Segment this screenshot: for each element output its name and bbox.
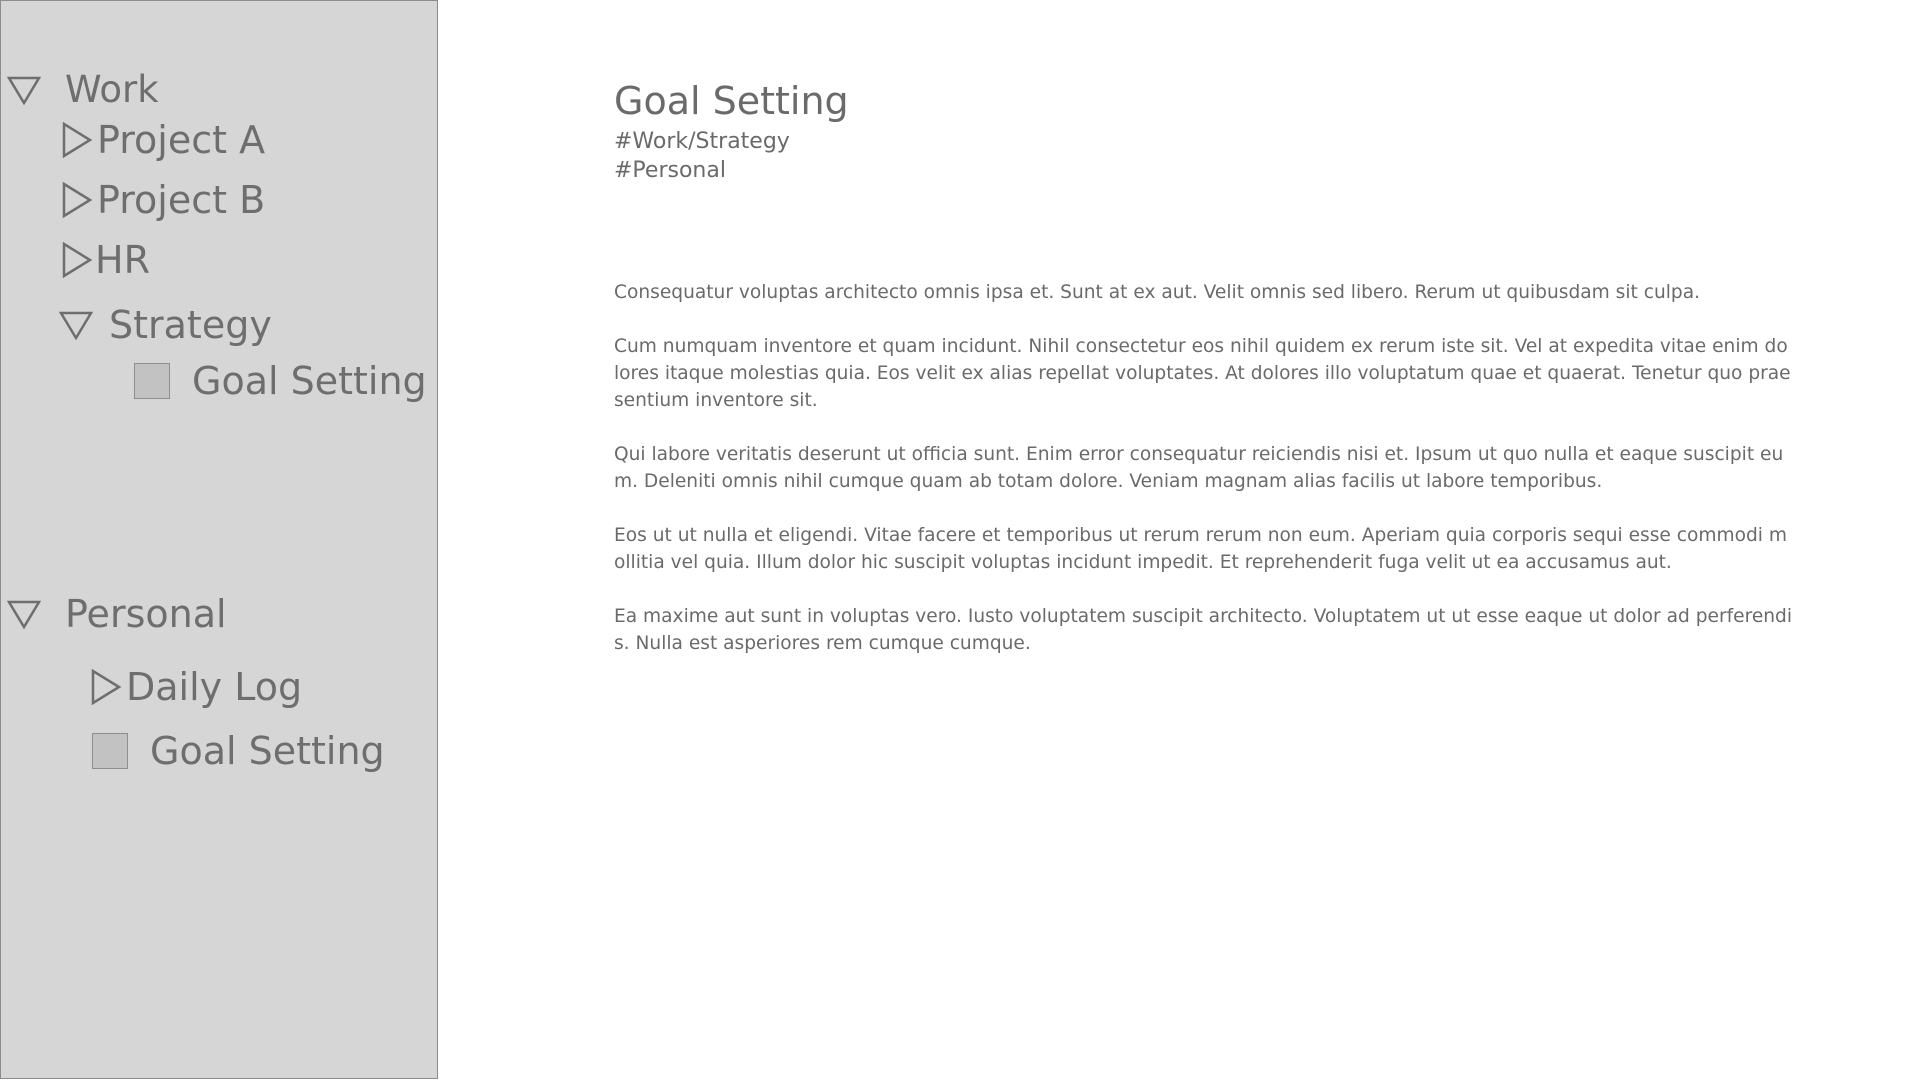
tree-item-label: Project A xyxy=(97,118,266,162)
chevron-right-icon[interactable] xyxy=(61,182,93,218)
tree-item-label: Goal Setting xyxy=(192,359,427,403)
tree-item-strategy[interactable] xyxy=(59,303,272,347)
tree-item-hr[interactable] xyxy=(61,238,150,282)
tree-item-label: Work xyxy=(65,68,159,111)
tree-item-daily-log[interactable] xyxy=(90,665,303,709)
chevron-down-icon[interactable] xyxy=(7,599,41,629)
tree-item-label: HR xyxy=(95,238,150,282)
paragraph: Cum numquam inventore et quam incidunt. Nihil consectetur eos nihil quidem ex rerum iste sit. Vel at expedita vitae enim dolores itaque molestias quia. Eos velit ex alias repellat voluptates. At dolores illo voluptatum quae et quaerat. Tenetur quo praesentium inventore sit. xyxy=(614,336,1791,411)
sidebar xyxy=(0,0,438,1079)
tree-item-label: Personal xyxy=(65,592,227,636)
chevron-down-icon[interactable] xyxy=(7,75,41,105)
tree-item-label: Daily Log xyxy=(126,665,303,709)
tree-item-work-goal-setting[interactable] xyxy=(134,359,427,403)
paragraph: Ea maxime aut sunt in voluptas vero. Iusto voluptatem suscipit architecto. Voluptatem ut ut esse eaque ut dolor ad perferendis. Nulla est asperiores rem cumque cumque. xyxy=(614,606,1793,654)
paragraph: Qui labore veritatis deserunt ut officia sunt. Enim error consequatur reiciendis nisi et. Ipsum ut quo nulla et eaque suscipit eum. Deleniti omnis nihil cumque quam ab totam dolore. Veniam magnam alias facilis ut labore temporibus. xyxy=(614,444,1784,492)
chevron-down-icon[interactable] xyxy=(59,310,93,340)
page-icon xyxy=(134,363,170,399)
paragraph: Consequatur voluptas architecto omnis ipsa et. Sunt at ex aut. Velit omnis sed libero. Rerum ut quibusdam sit culpa. xyxy=(614,282,1701,303)
tag-personal[interactable]: #Personal xyxy=(614,158,726,183)
page-title: Goal Setting xyxy=(614,79,849,123)
tree-item-label: Project B xyxy=(97,178,266,222)
document-view xyxy=(614,0,1804,1080)
tag-work-strategy[interactable]: #Work/Strategy xyxy=(614,129,790,154)
tree-item-project-a[interactable] xyxy=(61,118,266,162)
chevron-right-icon[interactable] xyxy=(61,242,93,278)
page-icon xyxy=(92,733,128,769)
tree-item-personal[interactable] xyxy=(7,592,227,636)
tree-item-project-b[interactable] xyxy=(61,178,266,222)
chevron-right-icon[interactable] xyxy=(61,122,93,158)
paragraph: Eos ut ut nulla et eligendi. Vitae facere et temporibus ut rerum rerum non eum. Aperiam quia corporis sequi esse commodi mollitia vel quia. Illum dolor hic suscipit voluptas incidunt impedit. Et reprehenderit fuga velit ut ea accusamus aut. xyxy=(614,525,1787,573)
tree-item-label: Goal Setting xyxy=(150,729,385,773)
document-body[interactable] xyxy=(614,279,1792,684)
tree-item-work[interactable] xyxy=(7,68,159,111)
chevron-right-icon[interactable] xyxy=(90,669,122,705)
tree-item-label: Strategy xyxy=(109,303,272,347)
tree-item-personal-goal-setting[interactable] xyxy=(92,729,385,773)
